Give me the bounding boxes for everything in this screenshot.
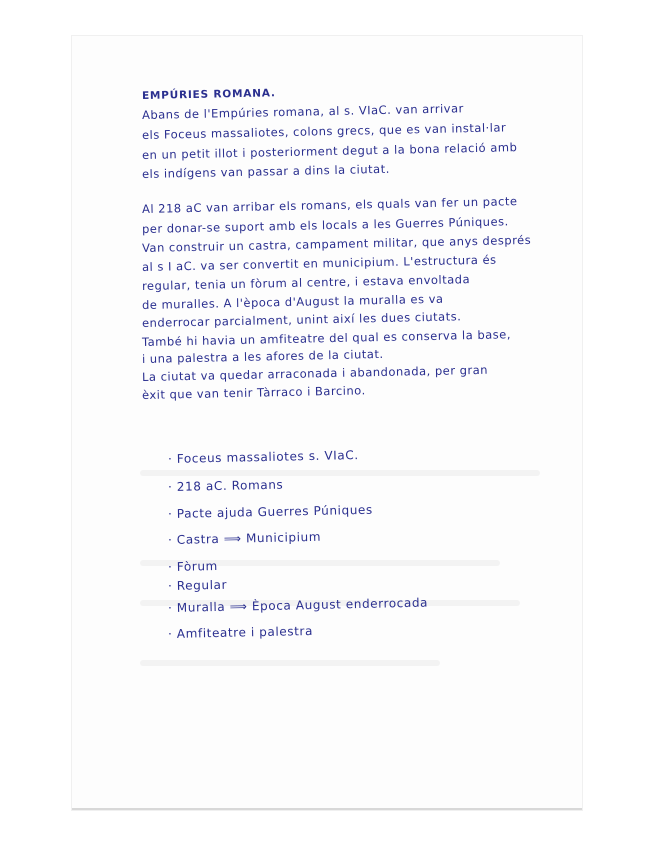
paragraph-line: i una palestra a les afores de la ciutat. xyxy=(141,346,384,366)
paragraph-line: enderrocar parcialment, unint així les dues ciutats. xyxy=(141,309,462,330)
paragraph-line: els Foceus massaliotes, colons grecs, que es van instal·lar xyxy=(141,120,507,142)
paragraph-line: Van construir un castra, campament militar, que anys després xyxy=(141,232,532,255)
paragraph-line: Abans de l'Empúries romana, al s. VIaC. van arrivar xyxy=(141,101,464,122)
bullet-item: · Castra ⟹ Municipium xyxy=(167,529,322,547)
show-through-line xyxy=(140,660,440,666)
sheet-edge xyxy=(72,808,582,810)
bullet-item: · Muralla ⟹ Època August enderrocada xyxy=(167,595,429,615)
page-title: EMPÚRIES ROMANA. xyxy=(141,87,276,102)
bullet-item: · 218 aC. Romans xyxy=(167,477,284,494)
paragraph-line: de muralles. A l'època d'August la muralla es va xyxy=(141,291,444,312)
show-through-line xyxy=(140,470,540,476)
bullet-item: · Foceus massaliotes s. VIaC. xyxy=(167,448,359,466)
paragraph-line: en un petit illot i posteriorment degut a la bona relació amb xyxy=(141,140,518,162)
paragraph-line: Al 218 aC van arribar els romans, els quals van fer un pacte xyxy=(141,194,518,216)
paragraph-line: regular, tenia un fòrum al centre, i estava envoltada xyxy=(141,272,471,293)
paragraph-line: els indígens van passar a dins la ciutat. xyxy=(141,161,390,181)
paragraph-line: La ciutat va quedar arraconada i abandonada, per gran xyxy=(141,362,489,384)
paragraph-line: èxit que van tenir Tàrraco i Barcino. xyxy=(141,383,366,402)
paragraph-line: També hi havia un amfiteatre del qual es conserva la base, xyxy=(141,327,512,349)
bullet-item: · Amfiteatre i palestra xyxy=(167,623,314,641)
bullet-item: · Pacte ajuda Guerres Púniques xyxy=(167,502,373,521)
bullet-item: · Regular xyxy=(167,577,228,593)
bullet-item: · Fòrum xyxy=(167,558,219,574)
paragraph-line: al s I aC. va ser convertit en municipium. L'estructura és xyxy=(141,252,497,274)
paragraph-line: per donar-se suport amb els locals a les Guerres Púniques. xyxy=(141,214,509,236)
